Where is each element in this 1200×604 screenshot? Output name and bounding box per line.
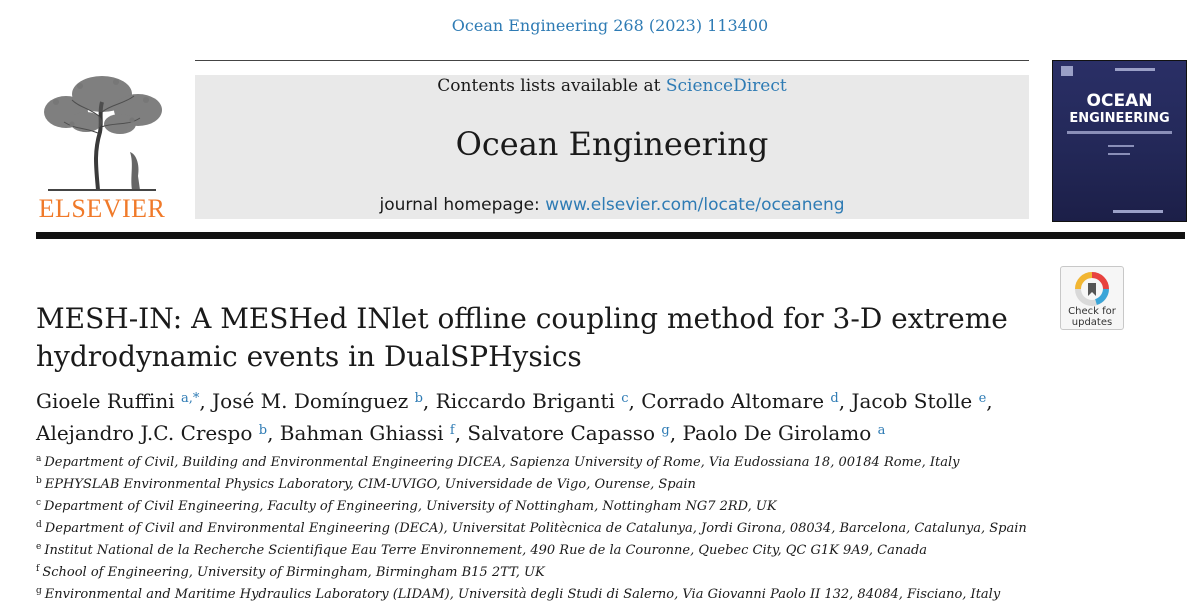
author-affil-ref[interactable]: g (661, 423, 670, 438)
affiliation-item (36, 560, 1176, 582)
article-title (36, 300, 1036, 376)
affiliation-item (36, 472, 1176, 494)
affiliation-key: e (36, 542, 42, 552)
journal-citation[interactable] (0, 16, 1200, 35)
author-affil-ref[interactable]: b (414, 391, 423, 406)
header-rule (195, 60, 1029, 61)
author[interactable] (436, 389, 642, 413)
author[interactable] (641, 389, 851, 413)
check-for-updates-button[interactable] (1060, 266, 1124, 330)
affiliation-key: c (36, 498, 42, 508)
author-list (36, 384, 1176, 448)
contents-prefix: Contents lists available at (437, 76, 666, 96)
elsevier-tree-icon (36, 72, 168, 192)
affiliation-text: Department of Civil, Building and Environmental Engineering DICEA, Sapienza University of Rome, Via Eudossiana 18, 00184 Rome, Italy (44, 455, 960, 470)
header-thick-rule (36, 232, 1185, 239)
cover-subtitle-strip (1067, 131, 1172, 134)
affiliation-text: Environmental and Maritime Hydraulics Laboratory (LIDAM), Università degli Studi di Salerno, Via Giovanni Paolo II 132, 84084, Fisciano, Italy (44, 587, 1001, 602)
affiliation-key: b (36, 476, 42, 486)
author-affil-ref[interactable]: a,* (181, 391, 200, 406)
article-title-line1: MESH-IN: A MESHed INlet offline coupling method for 3-D extreme (36, 302, 1008, 335)
author-name: Corrado Altomare (641, 389, 825, 413)
cover-text-line (1108, 153, 1130, 155)
citation-link[interactable]: Ocean Engineering 268 (2023) 113400 (451, 16, 769, 35)
affiliation-text: EPHYSLAB Environmental Physics Laboratory, CIM-UVIGO, Universidade de Vigo, Ourense, Spain (44, 477, 696, 492)
journal-homepage-link[interactable]: www.elsevier.com/locate/oceaneng (545, 195, 845, 215)
cover-title (1053, 93, 1186, 127)
journal-cover-thumbnail[interactable] (1052, 60, 1187, 222)
affiliation-item (36, 450, 1176, 472)
author-affil-ref[interactable]: d (830, 391, 839, 406)
author-separator: , (422, 389, 436, 413)
author-name: Salvatore Capasso (467, 421, 656, 445)
journal-name[interactable]: Ocean Engineering (455, 125, 769, 163)
affiliation-key: g (36, 586, 42, 596)
author-separator: , (454, 421, 468, 445)
affiliations-list (36, 450, 1176, 604)
sciencedirect-link[interactable]: ScienceDirect (665, 76, 787, 96)
crossmark-icon (1074, 272, 1110, 306)
homepage-line (195, 195, 1029, 215)
cover-title-line2: ENGINEERING (1069, 111, 1170, 126)
author-name: Alejandro J.C. Crespo (36, 421, 253, 445)
author-separator: , (267, 421, 280, 445)
author-line-1 (36, 384, 1176, 416)
cover-title-line1: OCEAN (1086, 91, 1153, 111)
updates-label: updates (1071, 317, 1113, 328)
author[interactable] (467, 421, 682, 445)
author-name: Gioele Ruffini (36, 389, 175, 413)
affiliation-text: Institut National de la Recherche Scientifique Eau Terre Environnement, 490 Rue de la Couronne, Quebec City, QC G1K 9A9, Canada (44, 543, 928, 558)
author[interactable] (36, 389, 212, 413)
author[interactable] (280, 421, 468, 445)
author-name: Jacob Stolle (851, 389, 973, 413)
author-separator: , (986, 389, 993, 413)
cover-issn-strip (1115, 68, 1155, 71)
author[interactable] (36, 421, 280, 445)
author-affil-ref[interactable]: b (258, 423, 268, 438)
elsevier-wordmark: ELSEVIER (38, 194, 166, 223)
author[interactable] (851, 389, 992, 413)
check-for-label: Check for (1068, 306, 1116, 317)
affiliation-key: d (36, 520, 42, 530)
author-separator: , (669, 421, 683, 445)
author-name: Paolo De Girolamo (682, 421, 872, 445)
author-separator: , (628, 389, 642, 413)
author[interactable] (682, 421, 885, 445)
cover-publisher-mark (1061, 66, 1073, 76)
contents-line (195, 75, 1029, 97)
elsevier-logo[interactable] (36, 72, 168, 222)
affiliation-item (36, 494, 1176, 516)
author-affil-ref[interactable]: f (449, 423, 455, 438)
affiliation-text: Department of Civil Engineering, Faculty of Engineering, University of Nottingham, Nottingham NG7 2RD, UK (44, 499, 777, 514)
author-separator: , (838, 389, 852, 413)
affiliation-text: School of Engineering, University of Birmingham, Birmingham B15 2TT, UK (42, 565, 545, 580)
author-affil-ref[interactable]: e (978, 391, 987, 406)
author-name: José M. Domínguez (212, 389, 409, 413)
affiliation-text: Department of Civil and Environmental Engineering (DECA), Universitat Politècnica de Catalunya, Jordi Girona, 08034, Barcelona, Catalunya, Spain (44, 521, 1027, 536)
author-affil-ref[interactable]: a (877, 423, 886, 438)
affiliation-item (36, 538, 1176, 560)
cover-footer-strip (1113, 210, 1163, 213)
affiliation-item (36, 516, 1176, 538)
author-affil-ref[interactable]: c (621, 391, 629, 406)
author-name: Bahman Ghiassi (279, 421, 444, 445)
affiliation-key: f (36, 564, 40, 574)
homepage-prefix: journal homepage: (379, 195, 546, 215)
affiliation-key: a (36, 454, 42, 464)
journal-banner (195, 75, 1029, 219)
author-line-2 (36, 416, 1176, 448)
cover-text-line (1108, 145, 1134, 147)
author[interactable] (212, 389, 436, 413)
author-separator: , (199, 389, 213, 413)
author-name: Riccardo Briganti (435, 389, 615, 413)
affiliation-item (36, 582, 1176, 604)
article-title-line2: hydrodynamic events in DualSPHysics (36, 340, 582, 373)
